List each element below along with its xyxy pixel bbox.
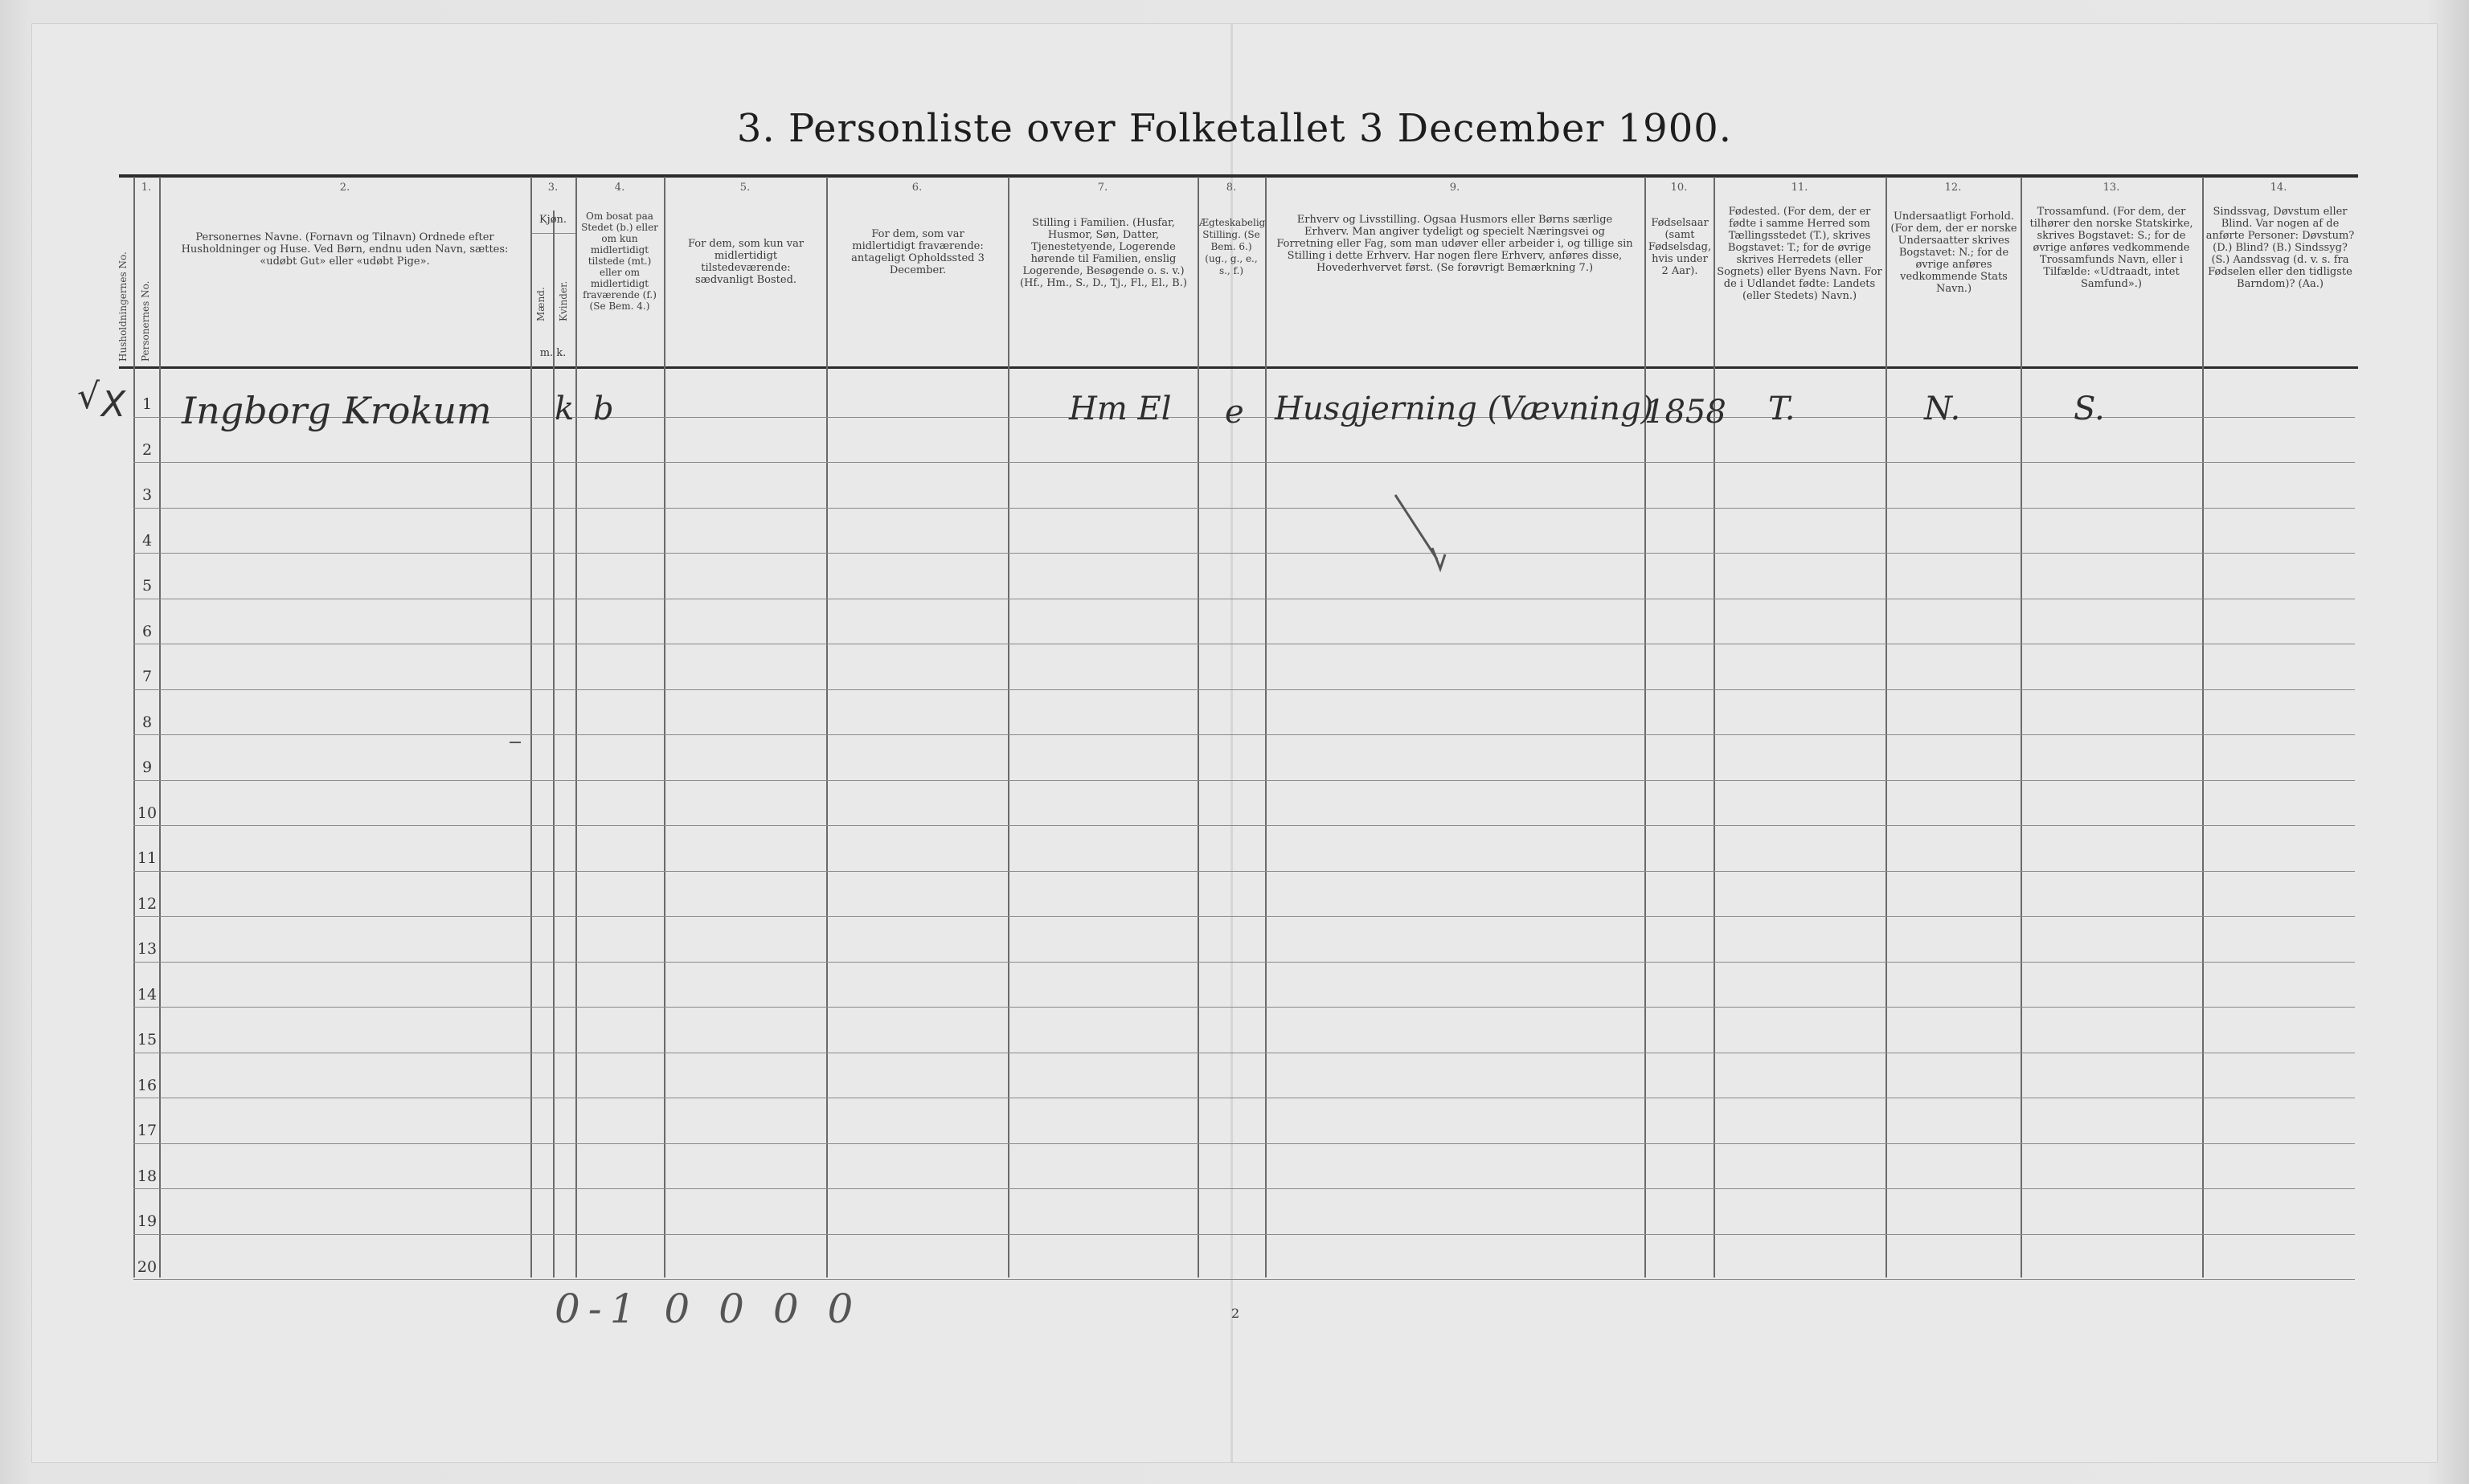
header-religion: Trossamfund. (For dem, der tilhører den norske Statskirke, skrives Bogstavet: S.; for de øvrige anføres vedkommende Trossamfunds Navn, eller i Tilfælde: «Udtraadt, intet Samfund».) [2029, 206, 2193, 290]
row-rule [133, 1234, 2355, 1235]
header-birthplace: Fødested. (For dem, der er fødte i samme Herred som Tællingsstedet (T.), skrives Bogstavet: T.; for de øvrige skrives Herredets (eller Sognets) eller Byens Navn. For de i Udlandet fødte: Landets (eller Stedets) Navn.) [1717, 206, 1882, 302]
col-number-3: 3. [547, 182, 559, 194]
header-person-no: Personernes No. [140, 280, 151, 362]
row-number: 12 [137, 894, 158, 913]
header-citizenship: Undersaatligt Forhold. (For dem, der er norske Undersaatter skrives Bogstavet: N.; for de øvrige anføres vedkommende Stats Navn.) [1890, 211, 2017, 295]
row-number: 9 [141, 758, 153, 776]
form-title: 3. Personliste over Folketallet 3 December 1900. [736, 106, 1733, 151]
row-rule [133, 462, 2355, 463]
col-line-l [1714, 177, 1715, 1278]
header-marital-status: Ægteskabelig Stilling. (Se Bem. 6.) (ug., g., e., s., f.) [1199, 217, 1266, 276]
row-rule [133, 780, 2355, 781]
col-number-14: 14. [2270, 182, 2287, 194]
row-rule [133, 508, 2355, 509]
entry-residence: b [593, 390, 614, 427]
entry-family-position: Hm El [1069, 390, 1172, 427]
header-temp-absent: For dem, som var midlertidigt fraværende: antageligt Opholdssted 3 December. [851, 228, 985, 276]
row-rule [133, 689, 2355, 690]
col-line-k [1644, 177, 1646, 1278]
col-number-2: 2. [339, 182, 350, 194]
header-bottom-rule [119, 366, 2358, 369]
row-number: 11 [137, 849, 158, 867]
entry-name: Ingborg Krokum [182, 389, 492, 432]
row-number: 6 [141, 622, 153, 640]
row-number: 13 [137, 940, 158, 958]
entry-sex: k [555, 390, 575, 427]
header-sex-mk: m. k. [539, 347, 567, 359]
col-number-12: 12. [1944, 182, 1962, 194]
top-rule-thick [119, 174, 2358, 178]
row-rule [133, 1188, 2355, 1189]
header-disability: Sindssvag, Døvstum eller Blind. Var nogen af de anførte Personer: Døvstum? (D.) Blind? (B.) Sindssyg? (S.) Aandssvag (d. v. s. fra Fødselen eller den tidligste Barndom)? (Aa.) [2205, 206, 2355, 290]
row-rule [133, 916, 2355, 917]
col-line-o [2202, 177, 2204, 1278]
col-line-f [664, 177, 665, 1278]
row-number: 19 [137, 1212, 158, 1230]
footer-tally: 0-1 0 0 0 0 [555, 1286, 862, 1332]
header-birth-year: Fødselsaar (samt Fødselsdag, hvis under 2 Aar). [1648, 217, 1712, 277]
row-number: 1 [141, 395, 153, 413]
row-rule [133, 1007, 2355, 1008]
row-rule [133, 962, 2355, 963]
col-line-c [530, 177, 532, 1278]
row-number: 16 [137, 1076, 158, 1094]
row-number: 14 [137, 985, 158, 1004]
cross-mark: X [101, 384, 126, 425]
row-rule [133, 825, 2355, 826]
col-number-5: 5. [739, 182, 751, 194]
page-number: 2 [1231, 1306, 1240, 1321]
col-number-11: 11. [1791, 182, 1808, 194]
entry-marital: e [1225, 394, 1244, 431]
row-rule [133, 1279, 2355, 1280]
row-number: 10 [137, 803, 158, 822]
row-number: 17 [137, 1122, 158, 1139]
row-number: 5 [141, 577, 153, 595]
col-number-13: 13. [2103, 182, 2120, 194]
row-number: 18 [137, 1167, 158, 1185]
row-rule [133, 1143, 2355, 1144]
header-names: Personernes Navne. (Fornavn og Tilnavn) Ordnede efter Husholdninger og Huse. Ved Børn, endnu uden Navn, sættes: «udøbt Gut» eller «udøbt Pige». [181, 231, 509, 268]
col-line-d [553, 211, 555, 1278]
col-number-9: 9. [1449, 182, 1460, 194]
col-number-7: 7. [1097, 182, 1108, 194]
col-number-10: 10. [1670, 182, 1688, 194]
row-rule [133, 734, 2355, 735]
header-household-no: Husholdningernes No. [117, 251, 129, 362]
header-temp-present: For dem, som kun var midlertidigt tilstedeværende: sædvanligt Bosted. [687, 238, 805, 286]
col-number-8: 8. [1226, 182, 1237, 194]
header-family-position: Stilling i Familien. (Husfar, Husmor, Søn, Datter, Tjenestetyende, Logerende hørende til Familien, enslig Logerende, Besøgende o. s. v.) (Hf., Hm., S., D., Tj., Fl., El., B.) [1020, 217, 1187, 289]
col-line-j [1265, 177, 1267, 1278]
row-rule [133, 871, 2355, 872]
col-line-m [1886, 177, 1887, 1278]
row-number: 20 [137, 1257, 158, 1276]
pencil-mark [1390, 490, 1455, 578]
entry-birth-year: 1858 [1644, 394, 1726, 431]
header-occupation: Erhverv og Livsstilling. Ogsaa Husmors eller Børns særlige Erhverv. Man angiver tydeligt og specielt Næringsvei og Forretning eller Fag, som man udøver eller arbeider i, og tillige sin Stilling i dette Erhverv. Har nogen flere Erhverv, anføres disse, Hovederhvervet først. (Se forøvrigt Bemærkning 7.) [1276, 214, 1633, 274]
entry-occupation: Husgjerning (Vævning) [1275, 390, 1654, 427]
check-mark: √ [77, 376, 100, 417]
header-sex: Kjøn. [538, 214, 567, 226]
row-number: 2 [141, 440, 153, 459]
row-number: 8 [141, 713, 153, 731]
entry-religion: S. [2074, 390, 2105, 427]
col-number-6: 6. [911, 182, 923, 194]
header-sex-female: Kvinder. [558, 280, 569, 321]
header-residence: Om bosat paa Stedet (b.) eller om kun midlertidigt tilstede (mt.) eller om midlertidigt fraværende (f.) (Se Bem. 4.) [581, 211, 658, 312]
entry-citizenship: N. [1924, 390, 1961, 427]
row-number: 15 [137, 1031, 158, 1049]
header-sex-male: Mænd. [535, 287, 547, 321]
row-number: 7 [141, 668, 153, 685]
col-line-h [1008, 177, 1009, 1278]
row-number: 3 [141, 486, 153, 504]
col-line-i [1198, 177, 1199, 1278]
row-number: 4 [141, 531, 153, 550]
entry-birthplace: T. [1768, 390, 1795, 427]
col-line-e [575, 177, 577, 1278]
row-rule [133, 553, 2355, 554]
col-line-n [2021, 177, 2022, 1278]
small-dash [510, 742, 521, 743]
col-number-4: 4. [614, 182, 625, 194]
col-number-1: 1. [141, 182, 152, 194]
col-line-g [826, 177, 828, 1278]
